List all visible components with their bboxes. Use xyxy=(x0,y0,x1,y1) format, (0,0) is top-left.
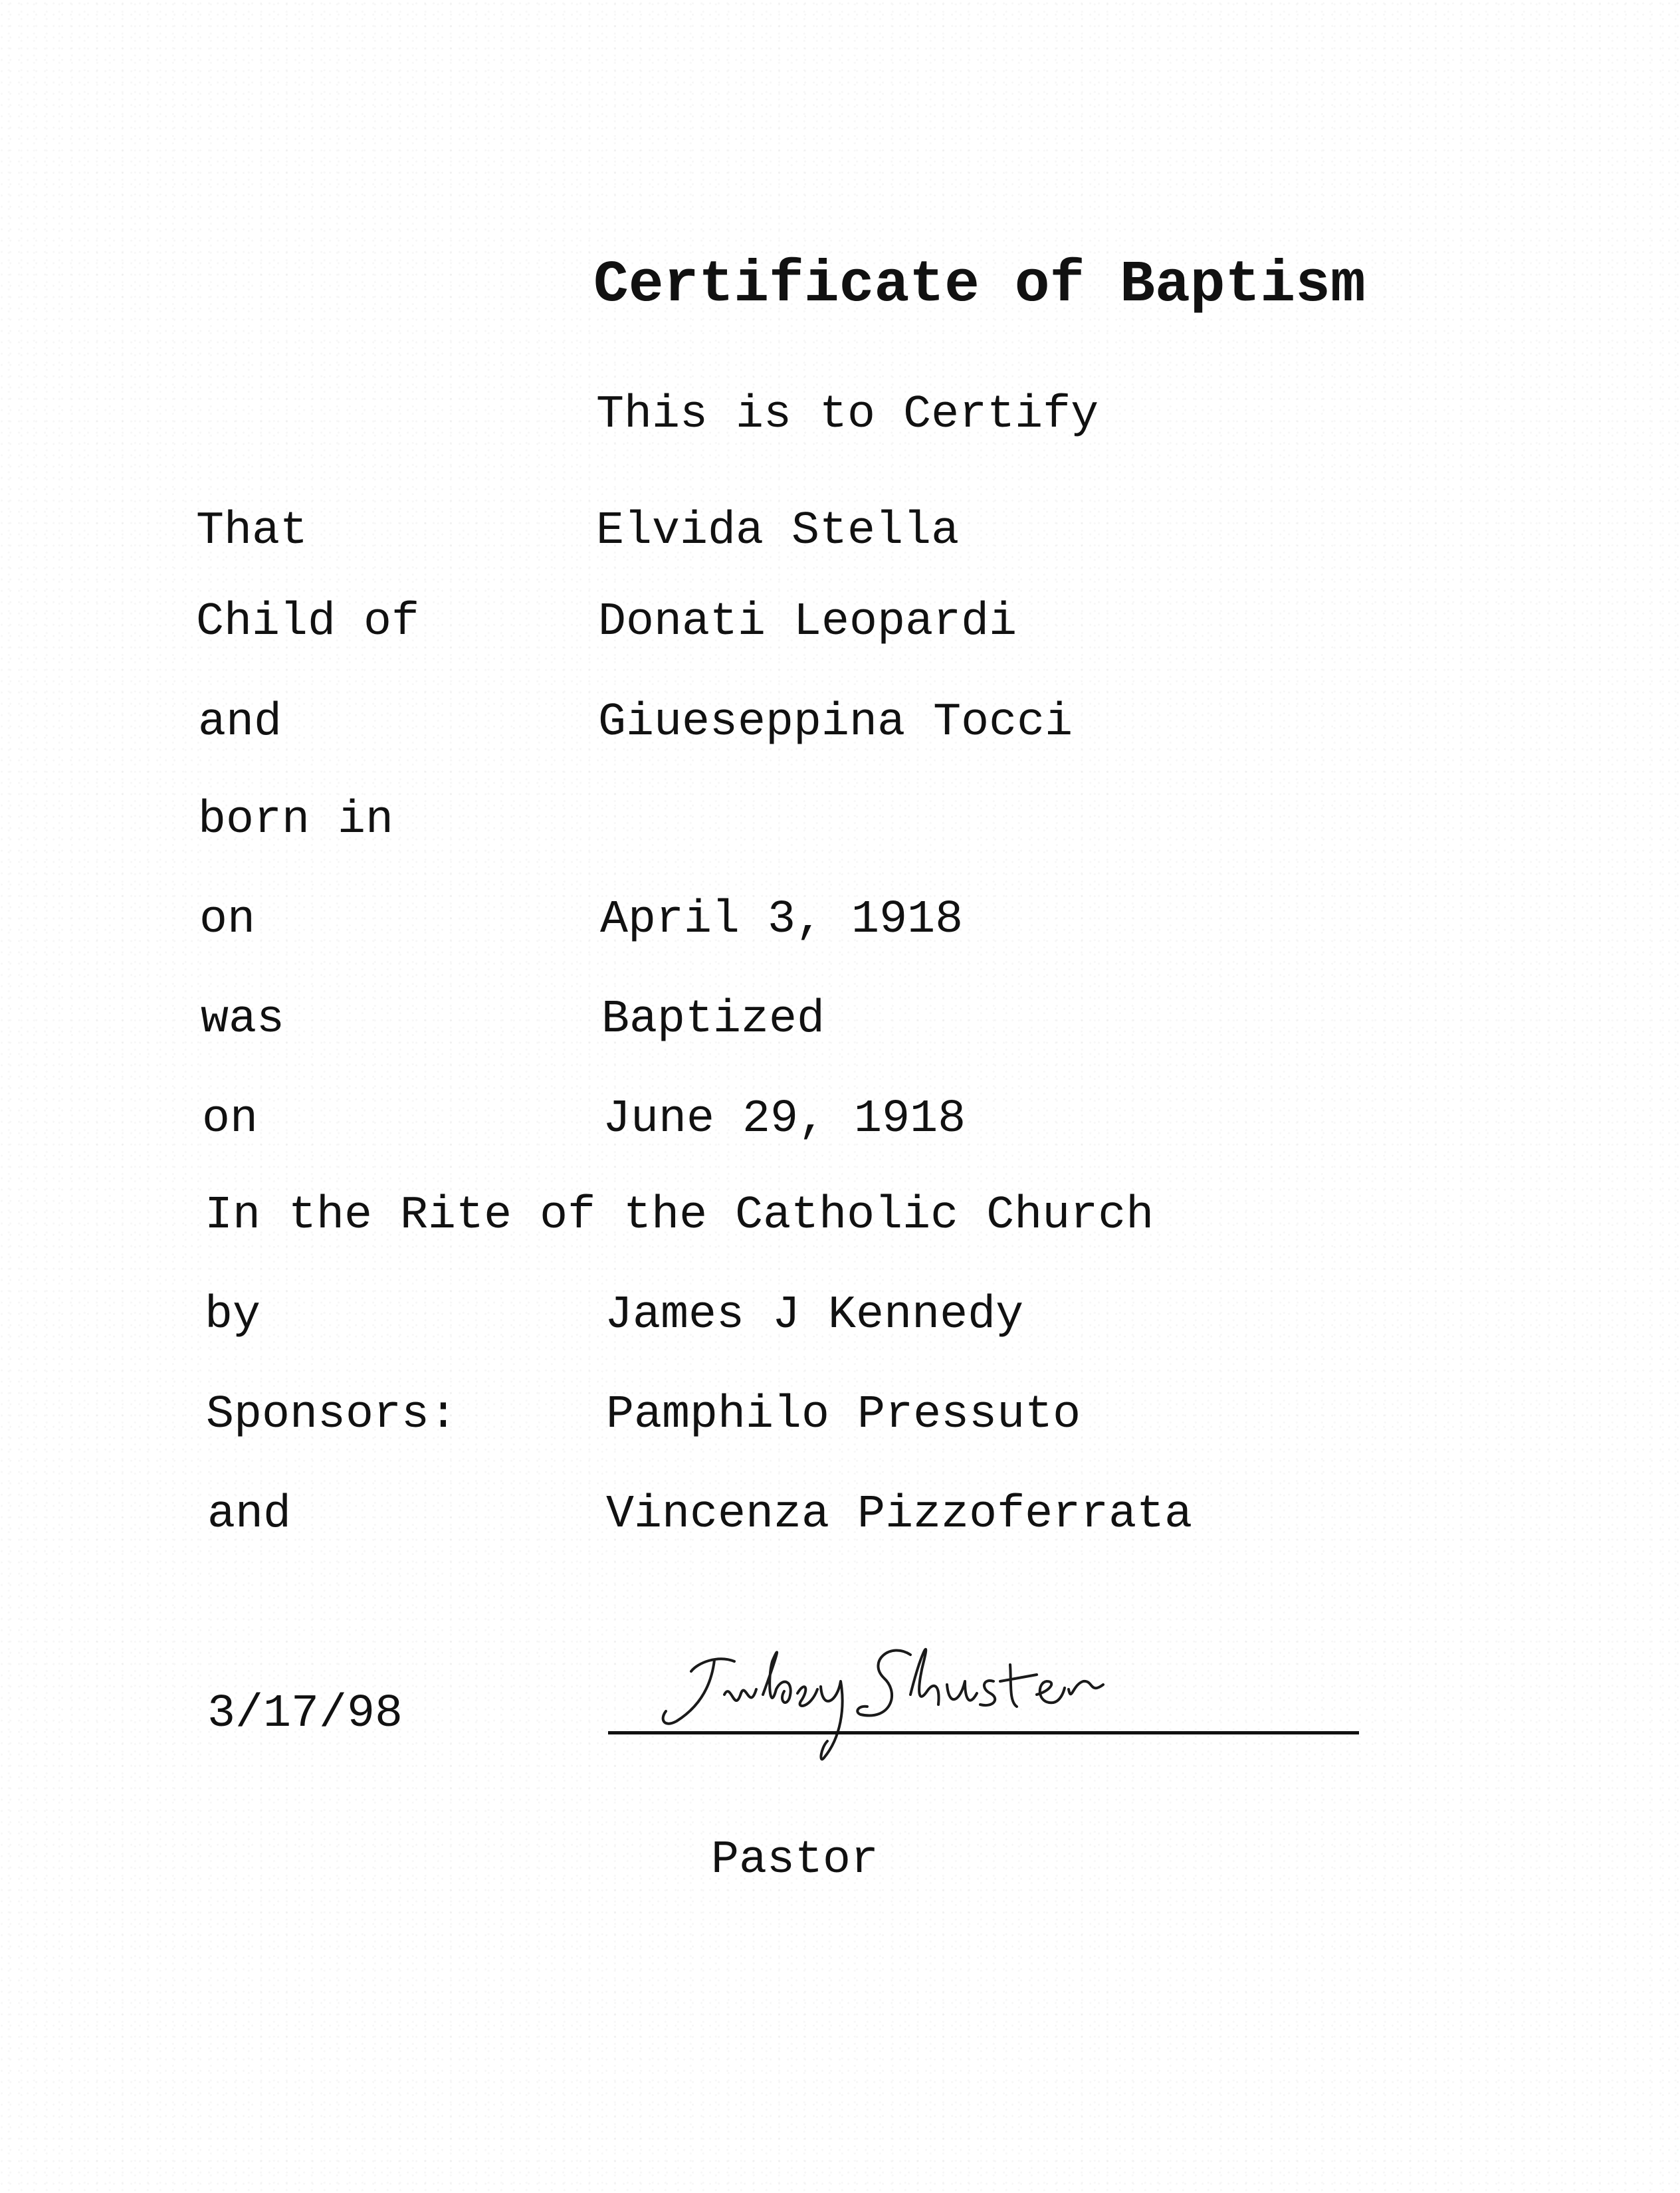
pastor-signature xyxy=(598,1615,1369,1774)
field-label: Child of xyxy=(196,596,420,649)
field-label: was xyxy=(201,993,285,1046)
field-value: April 3, 1918 xyxy=(600,894,964,946)
field-value: Vincenza Pizzoferrata xyxy=(606,1489,1193,1541)
signed-date: 3/17/98 xyxy=(207,1688,403,1740)
field-label: That xyxy=(196,505,308,558)
field-label: by xyxy=(205,1289,261,1342)
field-row-baptism-date xyxy=(0,1090,1680,1150)
rite-statement: In the Rite of the Catholic Church xyxy=(205,1190,1154,1242)
signature-line xyxy=(608,1731,1359,1734)
field-value: Elvida Stella xyxy=(596,505,960,558)
field-row-birth-date xyxy=(0,890,1680,950)
officiant-row-sponsors xyxy=(0,1386,1680,1445)
field-value: Pamphilo Pressuto xyxy=(606,1389,1081,1441)
field-label: Sponsors: xyxy=(206,1389,458,1441)
field-label: born in xyxy=(198,794,394,847)
field-value: Donati Leopardi xyxy=(598,596,1017,649)
field-value: Giueseppina Tocci xyxy=(598,696,1073,749)
certify-statement: This is to Certify xyxy=(596,389,1099,441)
signature-role-label: Pastor xyxy=(711,1834,879,1887)
field-label: on xyxy=(202,1093,259,1146)
field-value: June 29, 1918 xyxy=(603,1093,966,1146)
officiant-row-and xyxy=(0,1485,1680,1545)
certificate-title: Certificate of Baptism xyxy=(593,253,1366,318)
field-label: and xyxy=(198,696,282,749)
field-value: James J Kennedy xyxy=(605,1289,1024,1342)
field-row-was xyxy=(0,990,1680,1050)
officiant-row-by xyxy=(0,1286,1680,1346)
field-row-child-of xyxy=(0,593,1680,653)
field-label: on xyxy=(199,894,256,946)
field-value: Baptized xyxy=(601,993,825,1046)
field-label: and xyxy=(207,1489,292,1541)
field-row-that xyxy=(0,502,1680,562)
field-row-born-in xyxy=(0,791,1680,851)
field-row-and xyxy=(0,693,1680,753)
